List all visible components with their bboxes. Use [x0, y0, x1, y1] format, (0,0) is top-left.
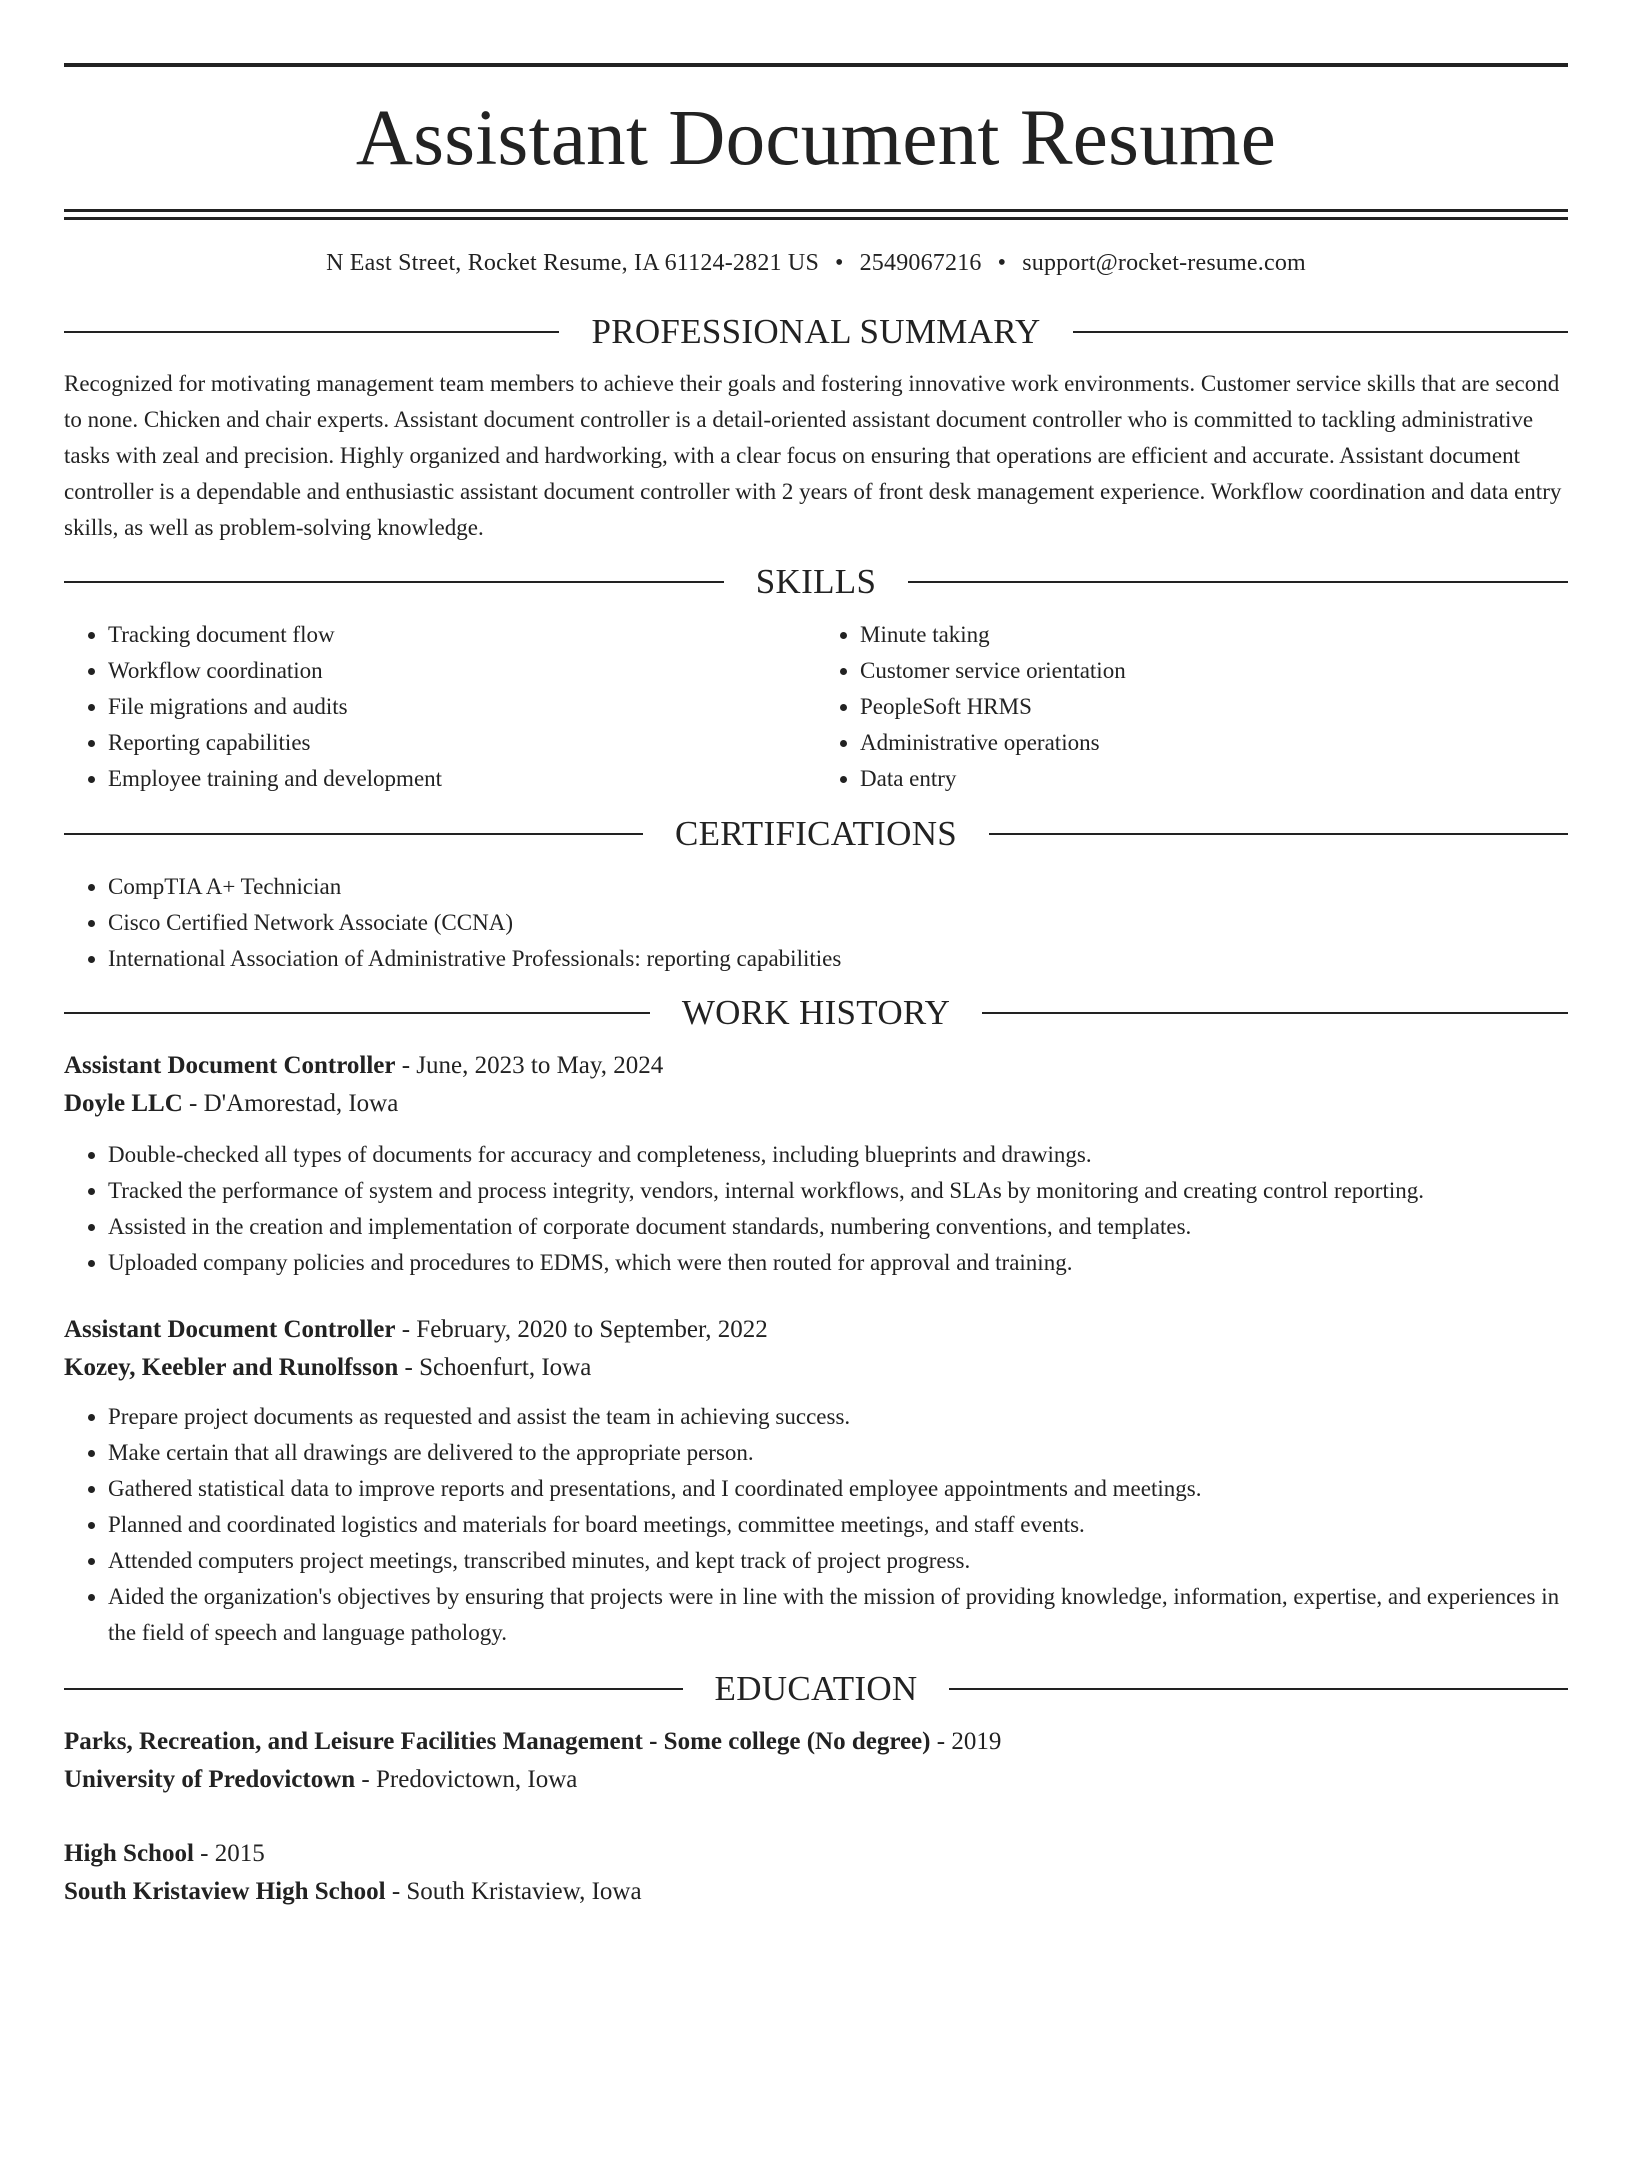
- education-heading: [64, 1671, 1568, 1706]
- job-bullets: [64, 1399, 1568, 1651]
- contact-separator: •: [997, 250, 1007, 276]
- contact-address: N East Street, Rocket Resume, IA 61124-2821 US: [326, 250, 819, 276]
- job-bullet: • Attended computers project meetings, transcribed minutes, and kept track of project progress.: [108, 1543, 1568, 1579]
- certifications-heading-label: CERTIFICATIONS: [674, 814, 958, 853]
- heading-rule-left: [64, 1688, 683, 1690]
- education-degree: Parks, Recreation, and Leisure Facilities Management - Some college (No degree): [64, 1728, 931, 1755]
- job-entry: [64, 1311, 1568, 1651]
- skill-item: • Workflow coordination: [108, 653, 816, 689]
- education-year: 2015: [214, 1840, 265, 1867]
- heading-rule-right: [908, 581, 1568, 583]
- contact-separator: •: [835, 250, 844, 276]
- job-bullet: • Double-checked all types of documents for accuracy and completeness, including blueprints and drawings.: [108, 1137, 1568, 1173]
- education-degree-line: High School - 2015: [64, 1840, 265, 1867]
- skill-item: • Data entry: [860, 761, 1568, 797]
- job-company: Doyle LLC: [64, 1090, 183, 1117]
- education-school: University of Predovictown: [64, 1766, 356, 1793]
- certification-item: • CompTIA A+ Technician: [108, 869, 1568, 905]
- job-bullet: • Planned and coordinated logistics and materials for board meetings, committee meetings, and staff events.: [108, 1507, 1568, 1543]
- certifications-heading: [64, 816, 1568, 851]
- skill-item: • Administrative operations: [860, 725, 1568, 761]
- contact-phone: 2549067216: [859, 250, 982, 276]
- skill-item: • Employee training and development: [108, 761, 816, 797]
- job-bullet: • Make certain that all drawings are delivered to the appropriate person.: [108, 1435, 1568, 1471]
- job-company: Kozey, Keebler and Runolfsson: [64, 1354, 399, 1381]
- job-bullet: • Tracked the performance of system and process integrity, vendors, internal workflows, and SLAs by monitoring and creating control reporting.: [108, 1173, 1568, 1209]
- skills-list-right: [816, 617, 1568, 797]
- education-year: 2019: [951, 1728, 1002, 1755]
- skills-list-left: [64, 617, 816, 797]
- education-location: Predovictown, Iowa: [376, 1766, 578, 1793]
- title-double-rule: [64, 209, 1568, 220]
- heading-rule-left: [64, 581, 724, 583]
- contact-line: [64, 251, 1568, 275]
- skill-item: • Tracking document flow: [108, 617, 816, 653]
- summary-text: Recognized for motivating management team members to achieve their goals and fostering innovative work environments. Customer service skills that are second to none. Chicken and chair experts. Assistant document controller is a detail-oriented assistant document controller who is committed to tackling administrative tasks with zeal and precision. Highly organized and hardworking, with a clear focus on ensuring that operations are efficient and accurate. Assistant document controller is a dependable and enthusiastic assistant document controller with 2 years of front desk management experience. Workflow coordination and data entry skills, as well as problem-solving knowledge.: [64, 371, 1562, 540]
- work-history-heading: [64, 995, 1568, 1030]
- job-bullet: • Assisted in the creation and implementation of corporate document standards, numbering conventions, and templates.: [108, 1209, 1568, 1245]
- job-bullet: • Aided the organization's objectives by ensuring that projects were in line with the mission of providing knowledge, information, expertise, and experiences in the field of speech and language pathology.: [108, 1579, 1568, 1651]
- skill-item: • Customer service orientation: [860, 653, 1568, 689]
- heading-rule-left: [64, 1012, 650, 1014]
- skill-item: • Reporting capabilities: [108, 725, 816, 761]
- job-dates: June, 2023 to May, 2024: [416, 1052, 664, 1079]
- skills-heading-label: SKILLS: [755, 562, 877, 601]
- heading-rule-left: [64, 331, 559, 333]
- skill-item: • PeopleSoft HRMS: [860, 689, 1568, 725]
- work-history-heading-label: WORK HISTORY: [681, 993, 951, 1032]
- job-bullets: [64, 1137, 1568, 1281]
- skill-item: • Minute taking: [860, 617, 1568, 653]
- job-bullet: • Uploaded company policies and procedures to EDMS, which were then routed for approval and training.: [108, 1245, 1568, 1281]
- summary-heading-label: PROFESSIONAL SUMMARY: [591, 312, 1041, 351]
- job-title: Assistant Document Controller: [64, 1052, 396, 1079]
- job-location: D'Amorestad, Iowa: [203, 1090, 399, 1117]
- education-school-line: South Kristaview High School - South Kristaview, Iowa: [64, 1878, 642, 1905]
- top-rule: [64, 63, 1568, 67]
- job-title-line: Assistant Document Controller - February, 2020 to September, 2022: [64, 1316, 768, 1343]
- education-degree: High School: [64, 1840, 194, 1867]
- skills-grid: [64, 617, 1568, 797]
- job-company-line: Doyle LLC - D'Amorestad, Iowa: [64, 1090, 399, 1117]
- job-bullet: • Gathered statistical data to improve reports and presentations, and I coordinated employee appointments and meetings.: [108, 1471, 1568, 1507]
- resume-page: [0, 63, 1632, 2175]
- job-bullet: • Prepare project documents as requested and assist the team in achieving success.: [108, 1399, 1568, 1435]
- skill-item: • File migrations and audits: [108, 689, 816, 725]
- heading-rule-left: [64, 833, 643, 835]
- certification-item: • Cisco Certified Network Associate (CCNA): [108, 905, 1568, 941]
- education-heading-label: EDUCATION: [714, 1669, 918, 1708]
- heading-rule-right: [982, 1012, 1568, 1014]
- contact-email: support@rocket-resume.com: [1022, 250, 1306, 276]
- certifications-list: [64, 869, 1568, 977]
- education-entry: [64, 1835, 1568, 1911]
- education-school-line: University of Predovictown - Predovictown, Iowa: [64, 1766, 578, 1793]
- job-title: Assistant Document Controller: [64, 1316, 396, 1343]
- summary-heading: [64, 314, 1568, 349]
- education-entry: [64, 1723, 1568, 1799]
- heading-rule-right: [949, 1688, 1568, 1690]
- job-location: Schoenfurt, Iowa: [419, 1354, 592, 1381]
- job-title-line: Assistant Document Controller - June, 2023 to May, 2024: [64, 1052, 664, 1079]
- job-entry: [64, 1047, 1568, 1281]
- resume-title: Assistant Document Resume: [355, 95, 1277, 182]
- heading-rule-right: [989, 833, 1568, 835]
- heading-rule-right: [1073, 331, 1568, 333]
- certification-item: • International Association of Administrative Professionals: reporting capabilities: [108, 941, 1568, 977]
- job-dates: February, 2020 to September, 2022: [416, 1316, 768, 1343]
- skills-heading: [64, 564, 1568, 599]
- education-degree-line: Parks, Recreation, and Leisure Facilities Management - Some college (No degree) - 2019: [64, 1728, 1002, 1755]
- education-location: South Kristaview, Iowa: [406, 1878, 642, 1905]
- education-school: South Kristaview High School: [64, 1878, 386, 1905]
- job-company-line: Kozey, Keebler and Runolfsson - Schoenfurt, Iowa: [64, 1354, 592, 1381]
